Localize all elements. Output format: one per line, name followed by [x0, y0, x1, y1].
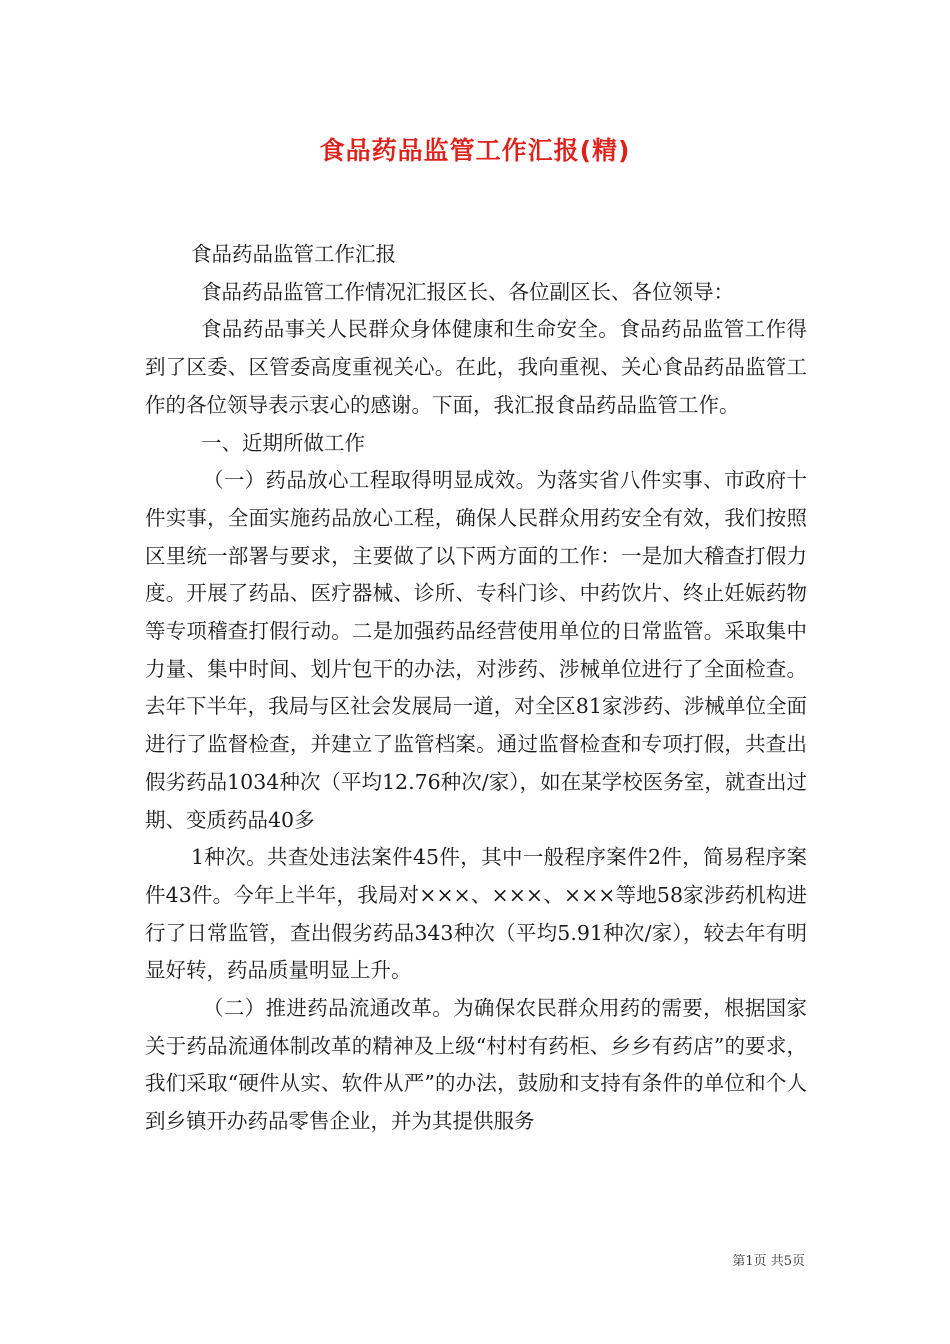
section-heading: 一、近期所做工作 [201, 430, 365, 455]
page-number: 第1页 共5页 [732, 1254, 805, 1269]
document-body [145, 236, 807, 1141]
paragraph-continuation: 1种次。共查处违法案件45件，其中一般程序案件2件，简易程序案件43件。今年上半年，我局对×××、×××、×××等地58家涉药机构进行了日常监管，查出假劣药品343种次（平均5.91种次/家），较去年有明显好转，药品质量明显上升。 [145, 845, 807, 983]
paragraph-intro: 食品药品事关人民群众身体健康和生命安全。食品药品监管工作得到了区委、区管委高度重视关心。在此，我向重视、关心食品药品监管工作的各位领导表示衷心的感谢。下面，我汇报食品药品监管工作。 [145, 317, 807, 417]
document-title: 食品药品监管工作汇报(精) [319, 136, 631, 165]
paragraph-salutation: 食品药品监管工作情况汇报区长、各位副区长、各位领导： [201, 279, 734, 304]
paragraph-section-2: （二）推进药品流通改革。为确保农民群众用药的需要，根据国家关于药品流通体制改革的精神及上级“村村有药柜、乡乡有药店”的要求，我们采取“硬件从实、软件从严”的办法，鼓励和支持有条件的单位和个人到乡镇开办药品零售企业，并为其提供服务 [145, 996, 807, 1134]
paragraph-heading: 食品药品监管工作汇报 [191, 242, 396, 266]
paragraph-section-1: （一）药品放心工程取得明显成效。为落实省八件实事、市政府十件实事，全面实施药品放心工程，确保人民群众用药安全有效，我们按照区里统一部署与要求，主要做了以下两方面的工作：一是加大稽查打假力度。开展了药品、医疗器械、诊所、专科门诊、中药饮片、终止妊娠药物等专项稽查打假行动。二是加强药品经营使用单位的日常监管。采取集中力量、集中时间、划片包干的办法，对涉药、涉械单位进行了全面检查。去年下半年，我局与区社会发展局一道，对全区81家涉药、涉械单位全面进行了监督检查，并建立了监管档案。通过监督检查和专项打假，共查出假劣药品1034种次（平均12.76种次/家），如在某学校医务室，就查出过期、变质药品40多 [145, 468, 807, 832]
